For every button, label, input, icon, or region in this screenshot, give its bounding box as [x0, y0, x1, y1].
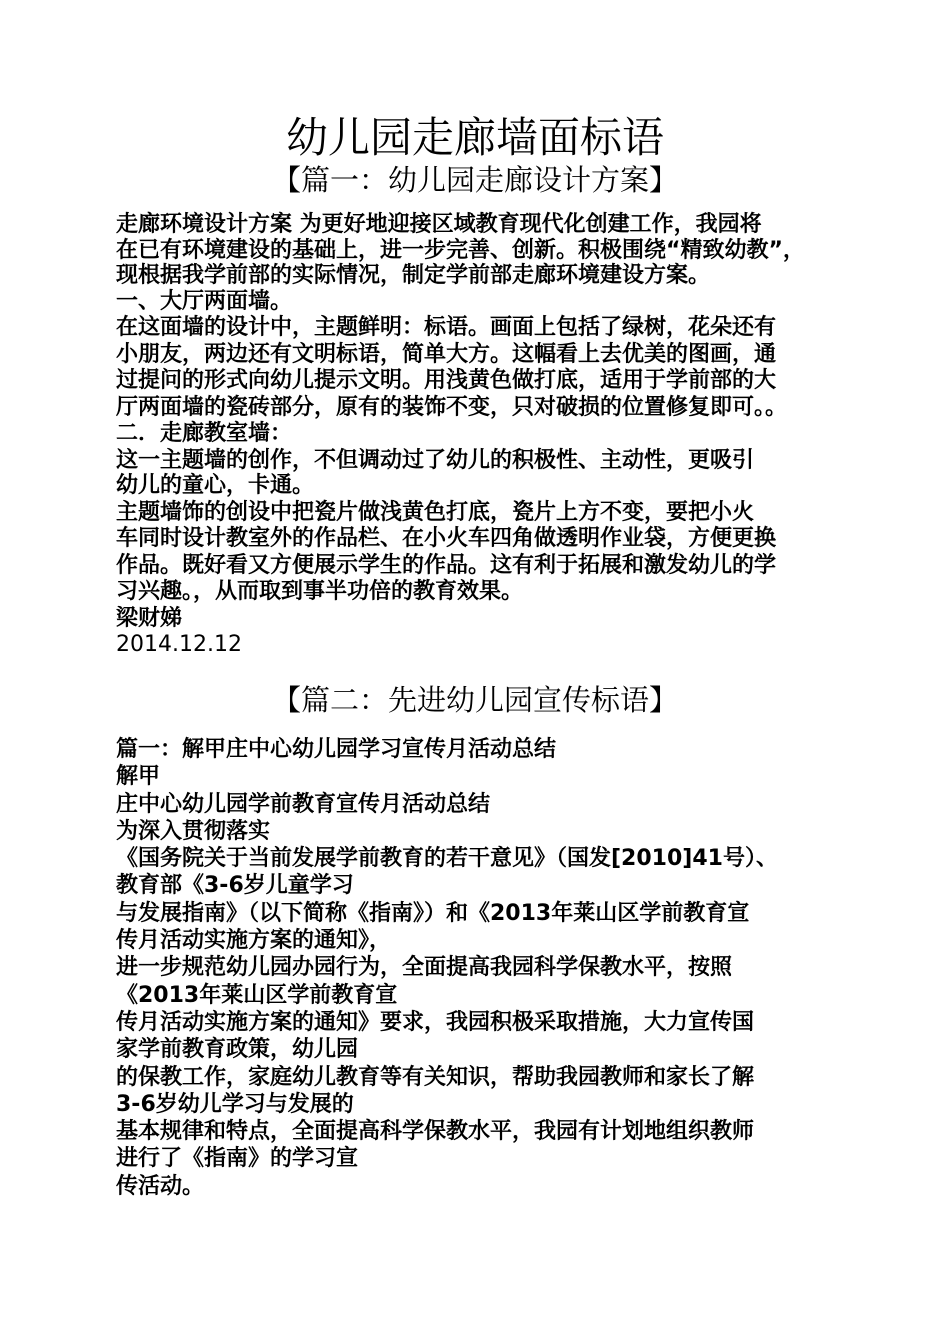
- body-line: 小朋友，两边还有文明标语，简单大方。这幅看上去优美的图画，通: [116, 341, 777, 367]
- body-line: 作品。既好看又方便展示学生的作品。这有利于拓展和激发幼儿的学: [116, 552, 777, 578]
- body-line: 幼儿的童心，卡通。: [116, 473, 315, 498]
- section-1-body: [116, 212, 856, 658]
- body-line: 3-6岁幼儿学习与发展的: [116, 1091, 354, 1117]
- body-line: 习兴趣。，从而取到事半功倍的教育效果。: [116, 579, 524, 604]
- body-line: 一、大厅两面墙。: [116, 288, 293, 314]
- body-line: 过提问的形式向幼儿提示文明。用浅黄色做打底，适用于学前部的大: [116, 368, 777, 393]
- body-line: 教育部《3-6岁儿童学习: [116, 873, 354, 899]
- body-line: 主题墙饰的创设中把瓷片做浅黄色打底，瓷片上方不变，要把小火: [116, 499, 755, 525]
- body-line: 《国务院关于当前发展学前教育的若干意见》（国发[2010]41号）、: [116, 846, 778, 872]
- body-line: 厅两面墙的瓷砖部分，原有的装饰不变，只对破损的位置修复即可。。: [116, 394, 788, 420]
- body-line: 家学前教育政策，幼儿园: [116, 1037, 359, 1063]
- body-line: 进行了《指南》的学习宣: [116, 1146, 359, 1172]
- body-line: 走廊环境设计方案 为更好地迎接区域教育现代化创建工作，我园将: [116, 212, 762, 237]
- body-line: 解甲: [116, 764, 161, 790]
- document-date: 2014.12.12: [116, 632, 242, 657]
- body-line: 这一主题墙的创作，不但调动过了幼儿的积极性、主动性，更吸引: [116, 447, 755, 473]
- body-line: 与发展指南》（以下简称《指南》）和《2013年莱山区学前教育宣: [116, 900, 750, 926]
- body-line: 为深入贯彻落实: [116, 818, 271, 844]
- section-2-body: [116, 736, 856, 1200]
- body-line: 在已有环境建设的基础上，进一步完善、创新。积极围绕“精致幼教”，: [116, 237, 805, 263]
- body-line: 传月活动实施方案的通知》要求，我园积极采取措施，大力宣传国: [116, 1009, 755, 1035]
- body-line: 篇一：解甲庄中心幼儿园学习宣传月活动总结: [116, 737, 557, 762]
- body-line: 在这面墙的设计中，主题鲜明：标语。画面上包括了绿树，花朵还有: [116, 315, 777, 340]
- body-line: 传月活动实施方案的通知》，: [116, 928, 392, 954]
- body-line: 二．走廊教室墙：: [116, 421, 293, 446]
- author-name: 梁财娣: [116, 605, 183, 631]
- section-1-heading: 【篇一：幼儿园走廊设计方案】: [271, 163, 678, 197]
- body-line: 基本规律和特点，全面提高科学保教水平，我园有计划地组织教师: [116, 1119, 755, 1145]
- document-title: 幼儿园走廊墙面标语: [285, 113, 664, 162]
- body-line: 《2013年莱山区学前教育宣: [116, 982, 398, 1008]
- body-line: 庄中心幼儿园学前教育宣传月活动总结: [116, 791, 491, 817]
- section-2-heading: 【篇二：先进幼儿园宣传标语】: [271, 683, 678, 717]
- body-line: 车同时设计教室外的作品栏、在小火车四角做透明作业袋，方便更换: [116, 526, 777, 551]
- body-line: 进一步规范幼儿园办园行为，全面提高我园科学保教水平，按照: [116, 955, 733, 981]
- body-line: 传活动。: [116, 1173, 205, 1199]
- body-line: 的保教工作，家庭幼儿教育等有关知识，帮助我园教师和家长了解: [116, 1064, 755, 1090]
- body-line: 现根据我学前部的实际情况，制定学前部走廊环境建设方案。: [116, 263, 711, 288]
